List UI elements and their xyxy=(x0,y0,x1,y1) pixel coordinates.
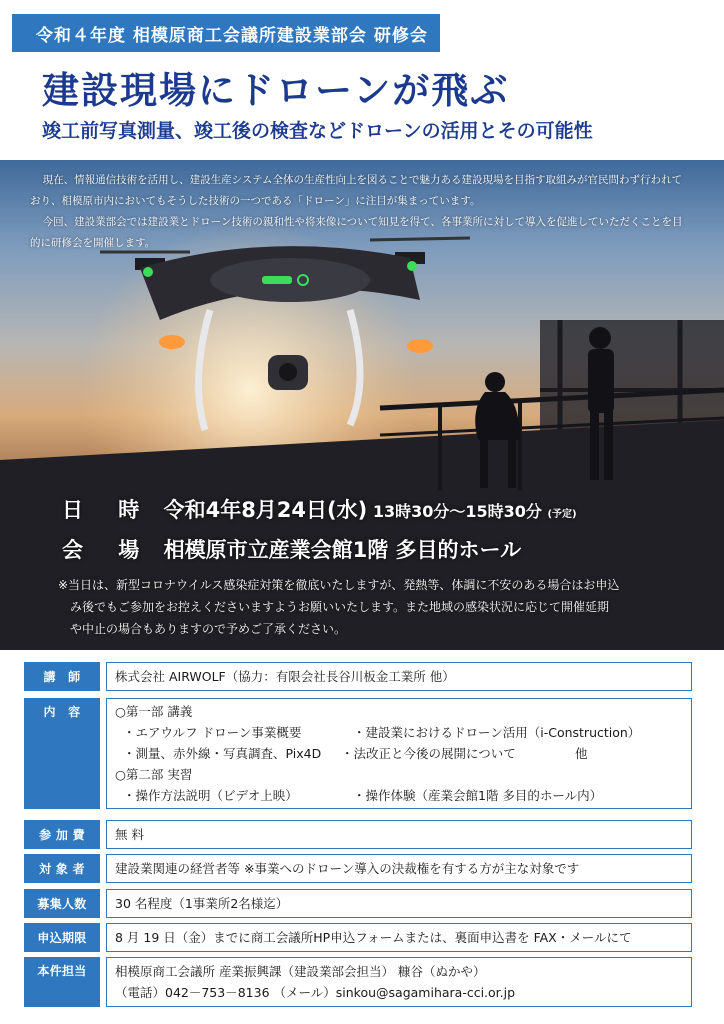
fee-label: 参 加 費 xyxy=(24,820,100,849)
target-label: 対 象 者 xyxy=(24,854,100,883)
content-value xyxy=(106,698,692,809)
contact-line-2: （電話）042－753－8136 （メール）sinkou@sagamihara-cci.or.jp xyxy=(115,985,516,1000)
lecturer-value: 株式会社 AIRWOLF（協力：有限会社長谷川板金工業所 他） xyxy=(106,662,692,691)
part1-row-2 xyxy=(115,743,683,764)
part1-item-4: ・法改正と今後の展開について xyxy=(340,746,516,761)
contact-row xyxy=(24,957,692,1007)
time-note: (予定) xyxy=(547,509,577,520)
part2-item-1: ・操作方法説明（ビデオ上映） xyxy=(123,788,298,803)
capacity-value: 30 名程度（1事業所2名様迄） xyxy=(106,889,692,918)
part1-item-3: ・測量、赤外線・写真調査、Pix4D xyxy=(123,746,322,761)
lecturer-row xyxy=(24,662,692,691)
contact-line-1: 相模原商工会議所 産業振興課（建設業部会担当） 糠谷（ぬかや） xyxy=(115,964,486,979)
capacity-row xyxy=(24,889,692,918)
part1-title: ○第一部 講義 xyxy=(115,704,193,719)
part2-title: ○第二部 実習 xyxy=(115,767,193,782)
date-label: 日 時 xyxy=(62,498,154,522)
fee-row xyxy=(24,820,692,849)
time-value: 13時30分～15時30分 xyxy=(372,502,542,521)
part1-item-4-tail: 他 xyxy=(574,746,588,761)
capacity-label: 募集人数 xyxy=(24,889,100,918)
venue-label: 会 場 xyxy=(62,538,154,562)
contact-value xyxy=(106,957,692,1007)
fee-value: 無 料 xyxy=(106,820,692,849)
date-line xyxy=(62,494,577,524)
notice-line-1: ※当日は、新型コロナウイルス感染症対策を徹底いたしますが、発熱等、体調に不安のある場合はお申込 xyxy=(58,578,620,592)
intro-text xyxy=(30,170,690,254)
content-label: 内 容 xyxy=(24,698,100,809)
deadline-label: 申込期限 xyxy=(24,923,100,952)
page-title: 建設現場にドローンが飛ぶ xyxy=(42,69,510,112)
part2-item-2: ・操作体験（産業会館1階 多目的ホール内） xyxy=(352,788,603,803)
hero-photo xyxy=(0,160,724,650)
intro-paragraph-1: 現在、情報通信技術を活用し、建設生産システム全体の生産性向上を図ることで魅力ある建設現場を目指す取組みが官民問わず行われており、相模原市内においてもそうした技術の一つである「ドローン」に注目が集まっています。 xyxy=(30,174,683,207)
deadline-value: 8 月 19 日（金）までに商工会議所HP申込フォームまたは、裏面申込書を FAX・メールにて xyxy=(106,923,692,952)
target-row xyxy=(24,854,692,883)
deadline-row xyxy=(24,923,692,952)
covid-notice xyxy=(58,574,678,640)
venue-line xyxy=(62,534,521,564)
target-value: 建設業関連の経営者等 ※事業へのドローン導入の決裁権を有する方が主な対象です xyxy=(106,854,692,883)
notice-line-3: や中止の場合もありますので予めご了承ください。 xyxy=(70,622,347,636)
part1-item-2: ・建設業におけるドローン活用（i-Construction） xyxy=(352,725,641,740)
date-value: 令和4年8月24日(水) xyxy=(163,498,368,522)
event-badge: 令和４年度 相模原商工会議所建設業部会 研修会 xyxy=(12,14,440,52)
venue-value: 相模原市立産業会館1階 多目的ホール xyxy=(163,538,522,562)
part2-row-1 xyxy=(115,785,683,806)
notice-line-2: み後でもご参加をお控えくださいますようお願いいたします。また地域の感染状況に応じて開催延期 xyxy=(70,600,610,614)
part1-row-1 xyxy=(115,722,683,743)
part1-item-1: ・エアウルフ ドローン事業概要 xyxy=(123,725,302,740)
page-subtitle: 竣工前写真測量、竣工後の検査などドローンの活用とその可能性 xyxy=(42,120,593,142)
intro-paragraph-2: 今回、建設業部会では建設業とドローン技術の親和性や将来像について知見を得て、各事業所に対して導入を促進していただくことを目的に研修会を開催します。 xyxy=(30,216,683,249)
lecturer-label: 講 師 xyxy=(24,662,100,691)
contact-label: 本件担当 xyxy=(24,957,100,1007)
content-row xyxy=(24,698,692,809)
